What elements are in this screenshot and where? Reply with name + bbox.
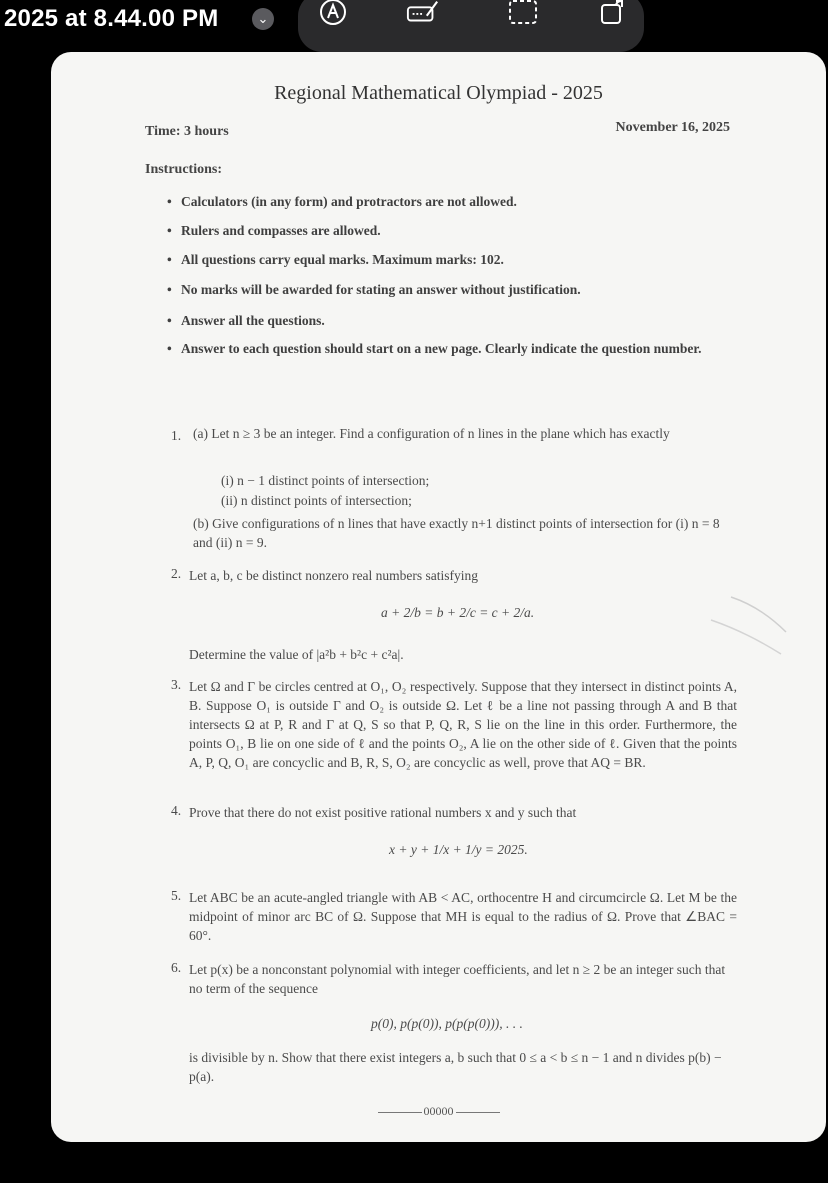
question-2-number: 2. — [171, 566, 182, 581]
question-5: Let ABC be an acute-angled triangle with AB < AC, orthocentre H and circumcircle Ω. Let M be the midpoint of minor arc BC of Ω. Suppose that MH is equal to the radius of Ω. Prove that ∠BAC = 60°. — [189, 890, 737, 943]
question-1-number: 1. — [171, 428, 182, 443]
question-6: Let p(x) be a nonconstant polynomial with integer coefficients, and let n ≥ 2 be an integer such that no term of the sequence — [189, 962, 726, 996]
question-6-end: is divisible by n. Show that there exist integers a, b such that 0 ≤ a < b ≤ n − 1 and n divides p(b) − p(a). — [189, 1050, 722, 1084]
chevron-down-icon[interactable]: ⌄ — [252, 8, 274, 30]
question-1a-ii: (ii) n distinct points of intersection; — [221, 493, 412, 508]
rotate-icon[interactable] — [596, 0, 630, 27]
screenshot-timestamp: 2025 at 8.44.00 PM — [4, 5, 219, 32]
instruction-item: • Answer to each question should start on a new page. Clearly indicate the question number. — [181, 340, 736, 358]
question-2: Let a, b, c be distinct nonzero real numbers satisfying — [189, 568, 479, 583]
question-3: Let Ω and Γ be circles centred at O₁, O₂ respectively. Suppose that they intersect in distinct points A, B. Suppose O₁ is outside Γ and O₂ is outside Ω. Let ℓ be a line not passing through A and B that intersects Ω at P, R and Γ at Q, S so that P, Q, R, S lie on the line in this order. Furthermore, the points O₁, B lie on one side of ℓ and the points O₂, A lie on the other side of ℓ. Given that the points A, P, Q, O₁ are concyclic and B, R, S, O₂ are concyclic as well, prove that AQ = BR. — [189, 679, 737, 770]
question-5-number: 5. — [171, 888, 182, 903]
markup-toolbar — [298, 0, 644, 52]
question-6-number: 6. — [171, 960, 182, 975]
question-1b: (b) Give configurations of n lines that have exactly n+1 distinct points of intersection for (i) n = 8 and (ii) n = 9. — [193, 516, 720, 550]
instructions-heading: Instructions: — [145, 162, 223, 177]
question-2-determine: Determine the value of |a²b + b²c + c²a|. — [189, 647, 404, 662]
pencil-marks — [691, 592, 801, 672]
question-4-number: 4. — [171, 803, 182, 818]
question-3-number: 3. — [171, 677, 182, 692]
instruction-item: • Rulers and compasses are allowed. — [181, 222, 741, 240]
crop-icon[interactable] — [506, 0, 540, 27]
signature-icon[interactable] — [406, 0, 440, 27]
exam-paper — [51, 52, 826, 1142]
instruction-item: • Calculators (in any form) and protractors are not allowed. — [181, 193, 741, 211]
question-1a-i: (i) n − 1 distinct points of intersection; — [221, 473, 430, 488]
question-4: Prove that there do not exist positive rational numbers x and y such that — [189, 805, 577, 820]
exam-duration: Time: 3 hours — [145, 124, 229, 139]
question-6-sequence: p(0), p(p(0)), p(p(p(0))), . . . — [371, 1016, 523, 1031]
end-of-paper-mark — [51, 1104, 826, 1119]
question-1a: (a) Let n ≥ 3 be an integer. Find a configuration of n lines in the plane which has exactly — [193, 426, 670, 441]
instruction-item: • No marks will be awarded for stating an answer without justification. — [181, 281, 741, 299]
question-4-equation: x + y + 1/x + 1/y = 2025. — [389, 842, 528, 857]
instruction-item: • All questions carry equal marks. Maximum marks: 102. — [181, 251, 741, 269]
instruction-item: • Answer all the questions. — [181, 312, 741, 330]
exam-date: November 16, 2025 — [615, 120, 730, 135]
page-title: Regional Mathematical Olympiad - 2025 — [274, 82, 603, 104]
question-2-equation: a + 2/b = b + 2/c = c + 2/a. — [381, 605, 535, 620]
markup-icon[interactable] — [316, 0, 350, 27]
end-mark-text: 00000 — [423, 1104, 454, 1118]
top-bar — [0, 0, 828, 40]
